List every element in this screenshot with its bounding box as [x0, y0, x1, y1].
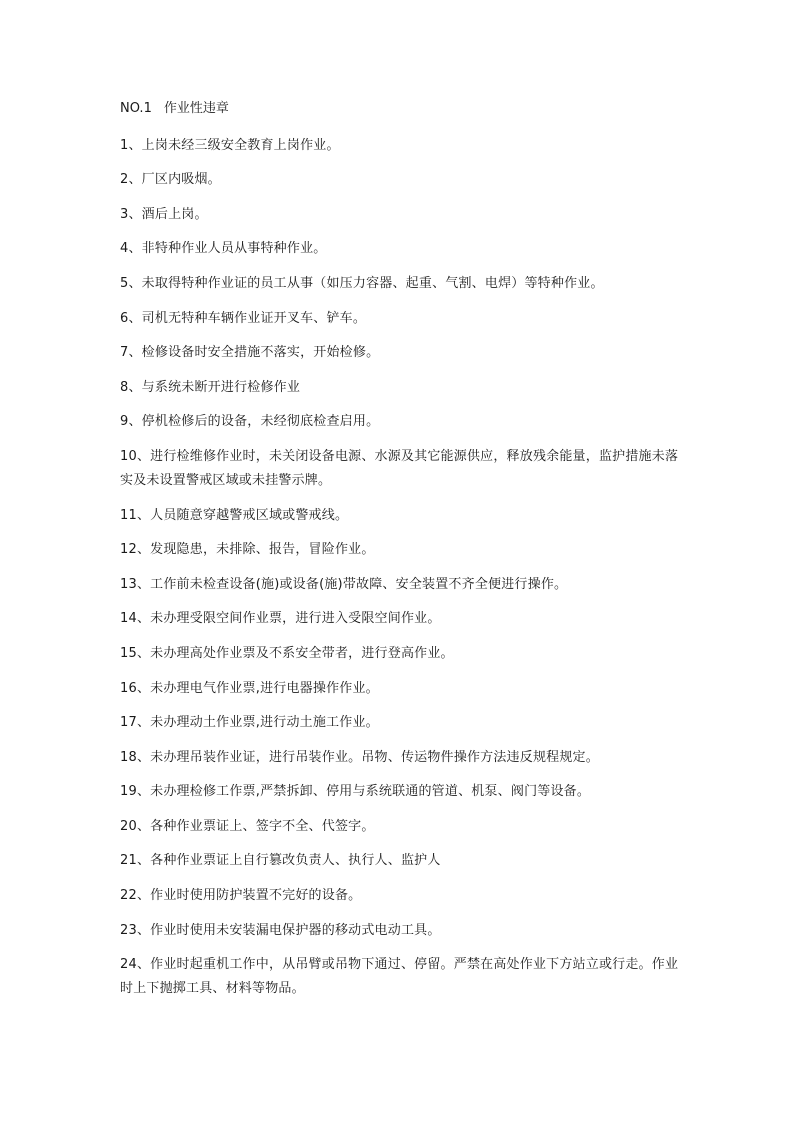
- list-item: 15、未办理高处作业票及不系安全带者，进行登高作业。: [120, 645, 454, 661]
- list-item: 8、与系统未断开进行检修作业: [120, 379, 301, 395]
- list-item: 23、作业时使用未安装漏电保护器的移动式电动工具。: [120, 922, 441, 938]
- list-item: 6、司机无特种车辆作业证开叉车、铲车。: [120, 310, 367, 326]
- list-item: 11、人员随意穿越警戒区域或警戒线。: [120, 507, 349, 523]
- section-title: 作业性违章: [163, 101, 229, 116]
- list-item: 1、上岗未经三级安全教育上岗作业。: [120, 137, 340, 153]
- list-item: 16、未办理电气作业票,进行电器操作作业。: [120, 680, 379, 696]
- list-item: 14、未办理受限空间作业票，进行进入受限空间作业。: [120, 611, 441, 627]
- list-item: 17、未办理动土作业票,进行动土施工作业。: [120, 715, 379, 731]
- list-item: 19、未办理检修工作票,严禁拆卸、停用与系统联通的管道、机泵、阀门等设备。: [120, 784, 591, 800]
- violation-list: [120, 134, 680, 1002]
- section-number: NO.1: [120, 101, 152, 116]
- list-item: 4、非特种作业人员从事特种作业。: [120, 241, 327, 257]
- list-item: 22、作业时使用防护装置不完好的设备。: [120, 888, 362, 904]
- list-item: 5、未取得特种作业证的员工从事（如压力容器、起重、气割、电焊）等特种作业。: [120, 275, 604, 291]
- list-item: 2、厂区内吸烟。: [120, 172, 221, 188]
- list-item: 7、检修设备时安全措施不落实，开始检修。: [120, 345, 380, 361]
- list-item: 3、酒后上岗。: [120, 206, 208, 222]
- document-content: [120, 99, 680, 1012]
- list-item: 12、发现隐患，未排除、报告，冒险作业。: [120, 542, 375, 558]
- list-item: 10、进行检维修作业时，未关闭设备电源、水源及其它能源供应，释放残余能量，监护措施未落实及未设置警戒区域或未挂警示牌。: [120, 448, 679, 488]
- section-heading: [120, 99, 680, 119]
- list-item: 9、停机检修后的设备，未经彻底检查启用。: [120, 414, 380, 430]
- list-item: 18、未办理吊装作业证，进行吊装作业。吊物、传运物件操作方法违反规程规定。: [120, 749, 599, 765]
- list-item: 20、各种作业票证上、签字不全、代签字。: [120, 818, 375, 834]
- list-item: 21、各种作业票证上自行篡改负责人、执行人、监护人: [120, 853, 441, 869]
- list-item: 13、工作前未检查设备(施)或设备(施)带故障、安全装置不齐全便进行操作。: [120, 576, 568, 592]
- list-item: 24、作业时起重机工作中，从吊臂或吊物下通过、停留。严禁在高处作业下方站立或行走。作业时上下抛掷工具、材料等物品。: [120, 957, 679, 997]
